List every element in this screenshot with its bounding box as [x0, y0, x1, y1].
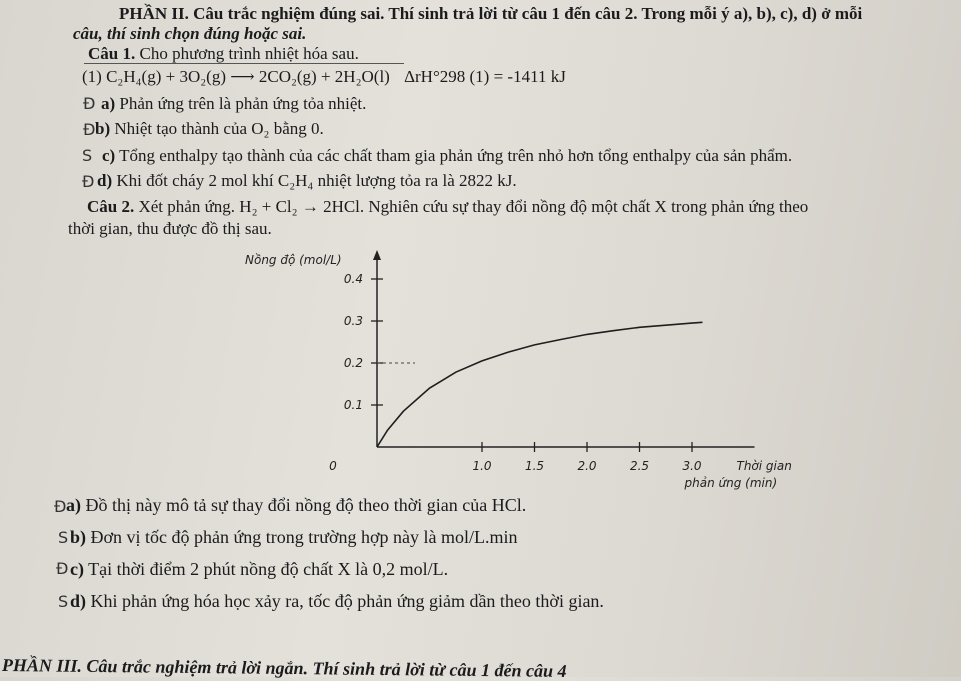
q1-a-label: a)	[101, 94, 116, 113]
q2-title: Câu 2.	[87, 197, 135, 216]
q1-enthalpy-value: (1) = -1411 kJ	[469, 67, 566, 86]
part2-heading: PHẦN II. Câu trắc nghiệm đúng sai. Thí sinh trả lời từ câu 1 đến câu 2. Trong mỗi ý a), b), c), d) ở mỗi	[119, 4, 863, 23]
origin-label: 0	[329, 459, 337, 473]
q1-option-b	[95, 119, 324, 139]
x-tick-label: 2.5	[629, 459, 650, 473]
part2-heading-cont: câu, thí sinh chọn đúng hoặc sai.	[73, 24, 307, 43]
q2-d-label: d)	[70, 591, 87, 611]
handwritten-mark-q2c: Đ	[56, 559, 69, 578]
y-tick-label: 0.2	[343, 356, 363, 370]
q1-c-text: Tổng enthalpy tạo thành của các chất tham gia phản ứng trên nhỏ hơn tổng enthalpy của sản phẩm.	[119, 146, 793, 165]
q1-b-text: Nhiệt tạo thành của O₂ bằng 0.	[114, 119, 324, 138]
q2-b-text: Đơn vị tốc độ phản ứng trong trường hợp này là mol/L.min	[90, 527, 518, 547]
y-tick-label: 0.1	[343, 398, 363, 412]
y-axis-arrow	[373, 250, 381, 260]
q1-eq-label: (1)	[82, 67, 102, 86]
x-axis-label-line2: phản ứng (min)	[684, 476, 778, 490]
q2-a-text: Đồ thị này mô tả sự thay đổi nồng độ theo thời gian của HCl.	[85, 495, 527, 515]
q2-b-label: b)	[70, 527, 87, 547]
handwritten-mark-q2d: S	[58, 592, 69, 611]
q2-d-text: Khi phản ứng hóa học xảy ra, tốc độ phản ứng giảm dần theo thời gian.	[90, 591, 604, 611]
q1-intro: Cho phương trình nhiệt hóa sau.	[139, 44, 359, 63]
concentration-time-chart	[240, 242, 860, 492]
x-tick-label: 3.0	[682, 459, 702, 473]
q2-text-cont: thời gian, thu được đồ thị sau.	[68, 219, 272, 238]
q1-option-a	[101, 94, 366, 114]
q1-underline	[84, 63, 404, 64]
y-axis-label: Nồng độ (mol/L)	[245, 253, 342, 267]
handwritten-mark-q1c: S	[82, 146, 93, 165]
q1-header	[88, 44, 359, 64]
q1-enthalpy-symbol: ΔrH°298	[404, 67, 466, 86]
handwritten-mark-q2b: S	[58, 528, 69, 547]
series-line-X	[377, 322, 703, 447]
q2-option-d	[70, 591, 604, 611]
q2-text: Xét phản ứng. H₂ + Cl₂ → 2HCl. Nghiên cứu sự thay đổi nồng độ một chất X trong phản ứng theo	[138, 197, 809, 216]
q1-option-d	[97, 171, 517, 191]
q1-title: Câu 1.	[88, 44, 136, 63]
q1-equation-line	[82, 67, 566, 87]
q1-b-label: b)	[95, 119, 111, 138]
x-axis-label-line1: Thời gian	[736, 459, 792, 473]
x-tick-label: 1.5	[524, 459, 545, 473]
q2-c-label: c)	[70, 559, 84, 579]
part3-heading: PHẦN III. Câu trắc nghiệm trả lời ngắn. Thí sinh trả lời từ câu 1 đến câu 4	[1, 655, 567, 681]
q1-option-c	[102, 146, 792, 166]
q1-c-label: c)	[102, 146, 116, 165]
q2-c-text: Tại thời điểm 2 phút nồng độ chất X là 0,2 mol/L.	[88, 559, 449, 579]
x-tick-label: 1.0	[472, 459, 492, 473]
q2-option-b	[70, 527, 518, 547]
q2-a-label: a)	[66, 495, 81, 515]
q2-option-a	[66, 495, 526, 515]
y-tick-label: 0.3	[343, 314, 363, 328]
q1-a-text: Phản ứng trên là phản ứng tỏa nhiệt.	[119, 94, 367, 113]
handwritten-mark-q1d: Đ	[82, 172, 95, 191]
x-tick-label: 2.0	[577, 459, 597, 473]
handwritten-mark-q2a: Đ	[54, 497, 67, 516]
y-tick-label: 0.4	[343, 272, 363, 286]
handwritten-mark-q1a: Đ	[83, 94, 96, 113]
q1-d-label: d)	[97, 171, 113, 190]
q2-header	[87, 197, 808, 217]
q1-d-text: Khi đốt cháy 2 mol khí C₂H₄ nhiệt lượng tỏa ra là 2822 kJ.	[116, 171, 517, 190]
handwritten-mark-q1b: Đ	[83, 120, 96, 139]
q1-equation: C₂H₄(g) + 3O₂(g) ⟶ 2CO₂(g) + 2H₂O(l)	[106, 67, 390, 86]
q2-option-c	[70, 559, 448, 579]
